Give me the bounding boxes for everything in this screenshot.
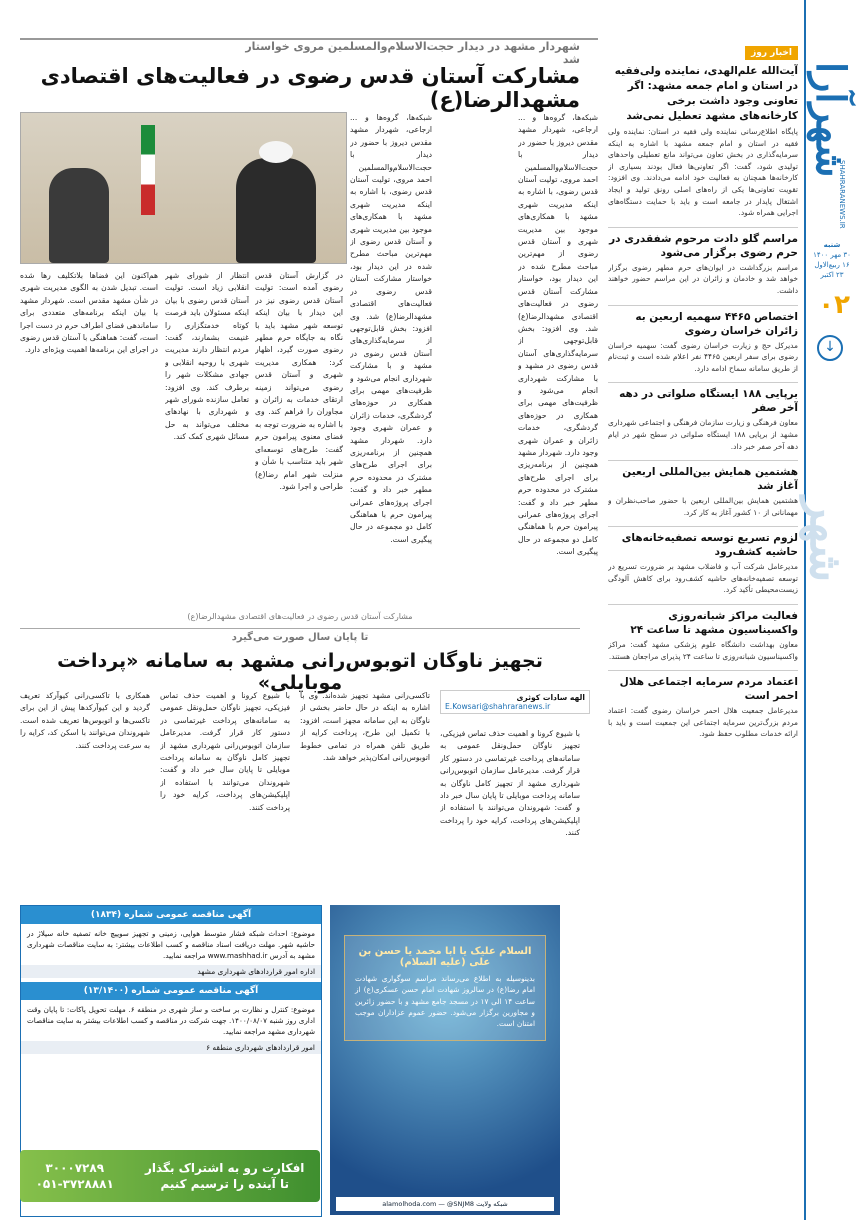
date-line: ۱۶ ربیع‌الاول [814, 261, 850, 269]
briefs-label: اخبار روز [745, 46, 798, 60]
issue-day: شنبه [823, 241, 841, 249]
brief-title: اعتماد مردم سرمایه اجتماعی هلال احمر است [608, 670, 798, 703]
newspaper-logo: شهرآرا [807, 62, 854, 178]
person-right [236, 158, 316, 263]
bus-column-1: با شیوع کرونا و اهمیت حذف تماس فیزیکی، تجهیز ناوگان حمل‌ونقل عمومی به سامانه‌های پرداخت غیرتماسی در دستور کار قرار گرفت. مدیرعامل سازمان اتوبوس‌رانی شهرداری مشهد از تجهیز کامل ناوگان به سامانه پرداخت موبایلی تا پایان سال خبر داد و گفت: شهروندان می‌توانند با استفاده از اپلیکیشن‌های پرداخت، کرایه خود را پرداخت کنند. [440, 729, 580, 838]
main-kicker: شهردار مشهد در دیدار حجت‌الاسلام‌والمسلمین مروی خواستار شد [245, 40, 580, 66]
date-line: ۲۳ اکتبر [820, 271, 844, 279]
ad1-body: موضوع: احداث شبکه فشار متوسط هوایی، زمینی و تجهیز سوییچ خانه تصفیه خانه سیلاژ در حاشیه شهر. مهلت دریافت اسناد مناقصه و کسب اطلاعات بیشتر: به سایت مناقصات شهرداری مشهد به آدرس www.mashhad.ir مراجعه نمایید. [27, 929, 315, 960]
author-name: الهه سادات کوثری [516, 693, 585, 702]
brief-body: معاون بهداشت دانشگاه علوم پزشکی مشهد گفت: مراکز واکسیناسیون شبانه‌روزی تا ساعت ۲۴ پذیرای مراجعان هستند. [608, 640, 798, 661]
article-column-3: انتظار از شورای شهر انقلابی زیاد است. تولیت آستان قدس رضوی با بیان اینکه مسئولان باید فرصت کوتاه خدمتگزاری را غنیمت بشمارند، گفت: مردم انتظار دارند مدیریت شهری با روحیه انقلابی و جهادی مشکلات شهر را برطرف کند. وی افزود: تعامل سازنده شورای شهر و شهرداری با نهادهای مختلف می‌تواند به حل مسائل شهری کمک کند. [165, 271, 249, 442]
banner-phones [36, 1160, 114, 1192]
author-email[interactable]: E.Kowsari@shahraranews.ir [445, 702, 551, 711]
banner-phone-2: ۰۵۱-۳۷۲۸۸۸۱ [35, 1177, 114, 1191]
briefs-column [608, 40, 798, 1220]
page-number: ۰۲ [818, 290, 850, 320]
brief-body: معاون فرهنگی و زیارت سازمان فرهنگی و اجتماعی شهرداری مشهد از برپایی ۱۸۸ ایستگاه صلواتی در سطح شهر در ایام دهه آخر صفر خبر داد. [608, 418, 798, 451]
religious-body: بدینوسیله به اطلاع می‌رساند مراسم سوگواری شهادت امام رضا(ع) در سالروز شهادت امام حسن عسکری(ع) از ساعت ۱۴ الی ۱۷ در مسجد جامع مشهد و با حضور زائرین و مجاورین برگزار می‌شود. حضور عموم عزاداران موجب امتنان است. [355, 973, 536, 1029]
flag-shape [141, 125, 155, 215]
ad2-title: آگهی مناقصه عمومی شماره (۱۳/۱۴۰۰) [21, 982, 321, 1000]
article-column-1: شبکه‌ها، گروه‌ها و ... ارجاعی، شهردار مشهد مقدس دیروز با حضور در دیدار با حجت‌الاسلام‌والمسلمین احمد مروی، تولیت آستان قدس رضوی، با اشاره به اینکه مدیریت شهری مشهد با همکاری‌های موجود بین مدیریت شهری و آستان قدس رضوی از مهم‌ترین مباحث مطرح شده در این دیدار بود، خواستار مشارکت آستان قدس رضوی در فعالیت‌های اقتصادی مشهدالرضا(ع) شد. وی افزود: بخش قابل‌توجهی از سرمایه‌گذاری‌های آستان قدس رضوی در مشهد و با مشارکت شهرداری انجام می‌شود و ظرفیت‌های مهمی برای همکاری در حوزه‌های گردشگری، خدمات زائران و عمران شهری وجود دارد. شهردار مشهد همچنین از برنامه‌ریزی برای اجرای طرح‌های مشترک در محدوده حرم مطهر خبر داد و گفت: اجرای پروژه‌های عمرانی پیرامون حرم با هماهنگی کامل دو مجموعه در حال پیگیری است. [518, 113, 598, 557]
brief-title: هشتمین همایش بین‌المللی اربعین آغاز شد [608, 460, 798, 493]
bus-headline: تجهیز ناوگان اتوبوس‌رانی مشهد به سامانه «پرداخت موبایلی» [57, 650, 543, 694]
issue-date [812, 240, 852, 280]
photo-caption: مشارکت آستان قدس رضوی در فعالیت‌های اقتصادی مشهدالرضا(ع) [187, 612, 413, 621]
brief-title: برپایی ۱۸۸ ایستگاه صلواتی در دهه آخر صفر [608, 382, 798, 415]
turban-shape [259, 141, 293, 163]
bus-column-4: همکاری با تاکسی‌رانی کیوآرکد تعریف گردید و این کیوآرکدها پیش از این برای تاکسی‌ها و اتوبوس‌ها تعریف شده است. شهروندان می‌توانند با اسکن کد، کرایه را به سرعت پرداخت کنند. [20, 691, 150, 750]
article-column-4: هم‌اکنون این فضاها بلاتکلیف رها شده است. تبدیل شدن به الگوی مدیریت شهری در شأن مشهد مقدس است. شهردار مشهد با بیان اینکه برنامه‌های متعددی برای ساماندهی فضای اطراف حرم در دست اجرا است، گفت: هماهنگی با آستان قدس رضوی در اجرای این برنامه‌ها اهمیت ویژه‌ای دارد. [20, 271, 158, 355]
banner-text [145, 1160, 304, 1192]
brief-top-body: پایگاه اطلاع‌رسانی نماینده ولی فقیه در استان: نماینده ولی فقیه در استان و امام جمعه مشهد با اشاره به اینکه سرمایه‌گذاری در بخش تعاون می‌تواند مانع تعطیلی واحدهای تولیدی شود، گفت: اگر تعاونی‌ها فعال بودند بسیاری از کارخانه‌ها همچنان به فعالیت خود ادامه می‌دادند. وی افزود: تقویت تعاونی‌ها یکی از راه‌های اصلی رونق تولید و ایجاد اشتغال پایدار در جامعه است و باید با حمایت دستگاه‌های اجرایی همراه شود. [608, 127, 798, 218]
brief-title: فعالیت مراکز شبانه‌روزی واکسیناسیون مشهد تا ساعت ۲۴ [608, 604, 798, 637]
brief-body: هشتمین همایش بین‌المللی اربعین با حضور صاحب‌نظران و مهمانانی از ۱۰ کشور آغاز به کار کرد. [608, 496, 798, 517]
date-line: ۳۰ مهر ۱۴۰۰ [813, 251, 851, 259]
meeting-photo [20, 112, 347, 264]
banner-phone: ۳۰۰۰۷۲۸۹ [45, 1161, 105, 1175]
article-column-2b: در گزارش آستان قدس رضوی آمده است: تولیت آستان قدس رضوی نیز در این دیدار با بیان اینکه توسعه شهر مشهد باید با نگاه به جایگاه حرم مطهر رضوی صورت گیرد، اظهار کرد: همکاری مدیریت شهری و آستان قدس رضوی می‌تواند زمینه ارتقای خدمات به زائران و مجاوران را فراهم کند. وی با اشاره به ضرورت توجه به فضای معنوی پیرامون حرم گفت: طرح‌های توسعه‌ای شهر باید متناسب با شأن و منزلت شهر امام رضا(ع) طراحی و اجرا شود. [255, 271, 343, 491]
author-box [440, 690, 590, 714]
section-divider [20, 628, 580, 629]
section-word: شهر [800, 497, 854, 583]
website-label: SHAHRARANEWS.IR [838, 160, 846, 229]
religious-title: السلام علیک یا ابا محمد یا حسن بن علی (علیه السلام) [358, 946, 532, 969]
religious-ad [330, 905, 560, 1215]
ad2-body: موضوع: کنترل و نظارت بر ساخت و ساز شهری در منطقه ۶. مهلت تحویل پاکات: تا پایان وقت اداری روز شنبه ۱۴۰۰/۰۸/۰۷. جهت شرکت در مناقصه و کسب اطلاعات بیشتر به سایت مناقصات شهرداری مشهد مراجعه نمایید. [27, 1005, 315, 1036]
download-icon[interactable]: ↓ [817, 335, 843, 361]
brief-body: مدیرکل حج و زیارت خراسان رضوی گفت: سهمیه خراسان رضوی برای سفر اربعین ۴۴۶۵ نفر اعلام شده است و ثبت‌نام از طریق سامانه سماح ادامه دارد. [608, 340, 798, 373]
bus-kicker: تا پایان سال صورت می‌گیرد [231, 632, 369, 643]
brief-title: مراسم گلو دادت مرحوم شفقدری در حرم رضوی برگزار می‌شود [608, 227, 798, 260]
ad1-footer: اداره امور قراردادهای شهرداری مشهد [21, 965, 321, 978]
ad1-title: آگهی مناقصه عمومی شماره (۱۸۳۴) [21, 906, 321, 924]
banner-sub: تا آینده را ترسیم کنیم [160, 1177, 289, 1191]
article-column-5: شبکه‌ها، گروه‌ها و ... ارجاعی، شهردار مشهد مقدس دیروز با حضور در دیدار با حجت‌الاسلام‌والمسلمین احمد مروی، تولیت آستان قدس رضوی، با اشاره به اینکه مدیریت شهری مشهد با همکاری‌های موجود بین مدیریت شهری و آستان قدس رضوی از مهم‌ترین مباحث مطرح شده در این دیدار بود، خواستار مشارکت آستان قدس رضوی در فعالیت‌های اقتصادی مشهدالرضا(ع) شد. وی افزود: بخش قابل‌توجهی از سرمایه‌گذاری‌های آستان قدس رضوی در مشهد و با مشارکت شهرداری انجام می‌شود و ظرفیت‌های مهمی برای همکاری در حوزه‌های گردشگری، خدمات زائران و عمران شهری وجود دارد. شهردار مشهد همچنین از برنامه‌ریزی برای اجرای طرح‌های مشترک در محدوده حرم مطهر خبر داد و گفت: اجرای پروژه‌های عمرانی پیرامون حرم با هماهنگی کامل دو مجموعه در حال پیگیری است. [350, 113, 432, 544]
person-left [49, 168, 109, 263]
call-banner[interactable] [20, 1150, 320, 1202]
bus-column-3: با شیوع کرونا و اهمیت حذف تماس فیزیکی، تجهیز ناوگان حمل‌ونقل عمومی به سامانه‌های پرداخت غیرتماسی در دستور کار قرار گرفت. مدیرعامل سازمان اتوبوس‌رانی شهرداری مشهد از تجهیز کامل ناوگان به سامانه پرداخت موبایلی تا پایان سال خبر داد و گفت: شهروندان می‌توانند با استفاده از اپلیکیشن‌های پرداخت، کرایه خود را پرداخت کنند. [160, 691, 290, 812]
brief-top-title: آیت‌الله علم‌الهدی، نماینده ولی‌فقیه در استان و امام جمعه مشهد: اگر تعاونی وجود داشت برخی کارخانه‌های مشهد تعطیل نمی‌شد [614, 65, 798, 122]
brief-body: مراسم بزرگداشت در ایوان‌های حرم مطهر رضوی برگزار خواهد شد و خادمان و زائران در این مراسم حضور خواهند داشت. [608, 262, 798, 295]
brief-body: مدیرعامل شرکت آب و فاضلاب مشهد بر ضرورت تسریع در توسعه تصفیه‌خانه‌های حاشیه کشف‌رود برای کاهش آلودگی زیست‌محیطی تأکید کرد. [608, 562, 798, 595]
main-headline: مشارکت آستان قدس رضوی در فعالیت‌های اقتصادی مشهدالرضا(ع) [40, 64, 580, 112]
banner-main: افکارت رو به اشتراک بگذار [145, 1161, 305, 1175]
religious-panel [344, 935, 546, 1041]
brief-title: لزوم تسریع توسعه تصفیه‌خانه‌های حاشیه کشف‌رود [608, 526, 798, 559]
ad2-footer: امور قراردادهای شهرداری منطقه ۶ [21, 1041, 321, 1054]
bus-column-2: تاکسی‌رانی مشهد تجهیز شده‌اند. وی با اشاره به اینکه در حال حاضر بخشی از ناوگان به این سامانه مجهز است، افزود: با تکمیل این طرح، پرداخت کرایه از طریق تلفن همراه در تمامی خطوط اتوبوس‌رانی امکان‌پذیر خواهد شد. [300, 691, 430, 763]
brief-body: مدیرعامل جمعیت هلال احمر خراسان رضوی گفت: اعتماد مردم بزرگ‌ترین سرمایه اجتماعی این جمعیت است و باید با ارائه خدمات مطلوب حفظ شود. [608, 706, 798, 739]
religious-footer: شبکه ولایت alamolhoda.com — @SNJM8 [336, 1197, 554, 1211]
brief-title: اختصاص ۴۴۶۵ سهمیه اربعین به زائران خراسان رضوی [608, 305, 798, 338]
